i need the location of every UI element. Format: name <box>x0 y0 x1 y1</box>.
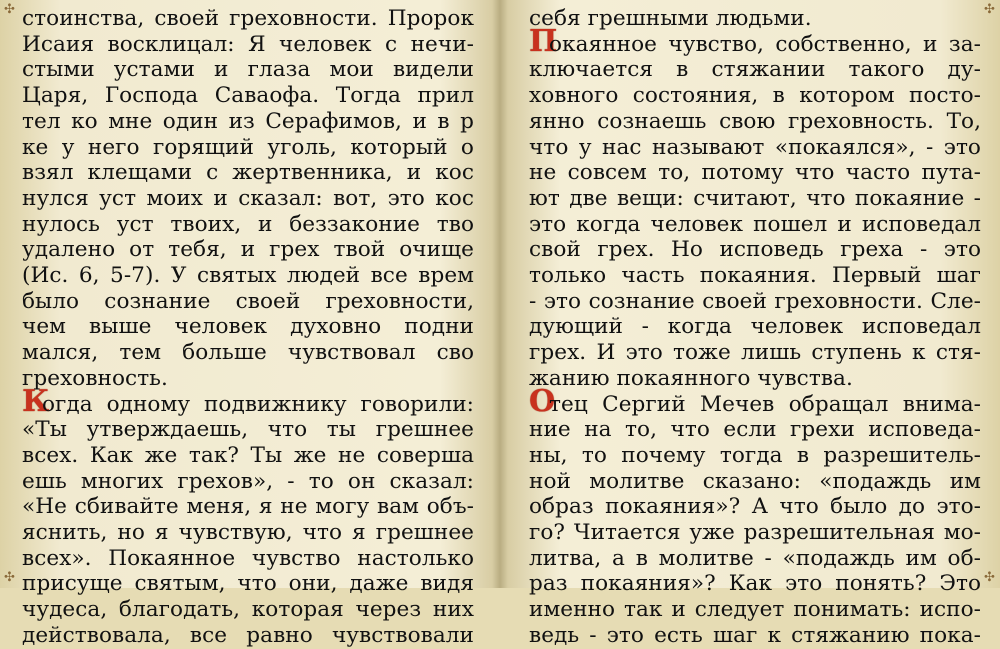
drop-cap-initial: О <box>529 383 556 419</box>
text-line: было сознание своей греховности, <box>22 288 474 314</box>
right-page <box>503 0 1000 648</box>
corner-ornament-icon: ✣ <box>984 2 995 17</box>
drop-cap-initial: К <box>22 383 50 419</box>
text-line: свой грех. Но исповедь греха - это <box>529 237 981 263</box>
text-line: грех. И это тоже лишь ступень к стя- <box>529 340 981 366</box>
text-line: тел ко мне один из Серафимов, и в р <box>22 108 474 134</box>
text-line: присуще святым, что они, даже видя <box>22 571 474 597</box>
text-line: литва, а в молитве - «подаждь им об- <box>529 545 981 571</box>
corner-ornament-icon: ✣ <box>4 2 15 17</box>
text-line: не совсем то, потому что часто пута- <box>529 160 981 186</box>
text-line: что у нас называют «покаялся», - это <box>529 134 981 160</box>
text-line: тец Сергий Мечев обращал внима- <box>549 391 981 417</box>
paragraph-first-line <box>529 23 981 59</box>
drop-cap-initial: П <box>529 23 558 59</box>
text-line: ют две вещи: считают, что покаяние - <box>529 185 981 211</box>
text-line: это когда человек пошел и исповедал <box>529 211 981 237</box>
text-line: ешь многих грехов», - то он сказал: <box>22 468 474 494</box>
text-line: только часть покаяния. Первый шаг <box>529 263 981 289</box>
text-line: - это сознание своей греховности. Сле- <box>529 288 981 314</box>
text-line: ны, то почему тогда в разрешитель- <box>529 442 981 468</box>
text-line: яснить, но я чувствую, что я грешнее <box>22 520 474 546</box>
text-line: нулся уст моих и сказал: вот, это кос <box>22 185 474 211</box>
text-line: окаянное чувство, собственно, и за- <box>549 31 981 57</box>
text-line: «Не сбивайте меня, я не могу вам объ- <box>22 494 474 520</box>
text-line: себя грешными людьми. <box>529 6 812 31</box>
text-line: стыми устами и глаза мои видели <box>22 57 474 83</box>
text-line: именно так и следует понимать: испо- <box>529 597 981 623</box>
text-line: всех. Как же так? Ты же не соверша <box>22 442 474 468</box>
left-page-text <box>22 6 474 649</box>
text-line: греховность. <box>22 365 168 391</box>
left-page <box>0 0 497 648</box>
text-line: жанию покаянного чувства. <box>529 365 853 391</box>
paragraph-first-line <box>22 383 474 419</box>
text-line: ние на то, что если грехи исповеда- <box>529 417 981 443</box>
text-line: действовала, все равно чувствовали <box>22 622 474 648</box>
corner-ornament-icon: ✣ <box>984 570 995 585</box>
text-line: стоинства, своей греховности. Пророк <box>22 6 474 31</box>
text-line: ной молитве сказано: «подаждь им <box>529 468 981 494</box>
right-page-text <box>529 6 981 649</box>
text-line: ключается в стяжании такого ду- <box>529 57 981 83</box>
text-line: Царя, Господа Саваофа. Тогда прил <box>22 83 474 109</box>
text-line: янно сознаешь свою греховность. То, <box>529 108 981 134</box>
text-line: ведь - это есть шаг к стяжанию пока- <box>529 622 981 648</box>
text-line: всех». Покаянное чувство настолько <box>22 545 474 571</box>
text-line: взял клещами с жертвенника, и кос <box>22 160 474 186</box>
text-line: «Ты утверждаешь, что ты грешнее <box>22 417 474 443</box>
paragraph-first-line <box>529 383 981 419</box>
text-line: (Ис. 6, 5-7). У святых людей все врем <box>22 263 474 289</box>
text-line: го? Читается уже разрешительная мо- <box>529 520 981 546</box>
text-line: чем выше человек духовно подни <box>22 314 474 340</box>
text-line: Исаия восклицал: Я человек с нечи- <box>22 31 474 57</box>
text-line: чудеса, благодать, которая через них <box>22 597 474 623</box>
text-line: нулось уст твоих, и беззаконие тво <box>22 211 474 237</box>
text-line: ховного состояния, в котором посто- <box>529 83 981 109</box>
text-line: мался, тем больше чувствовал сво <box>22 340 474 366</box>
text-line: огда одному подвижнику говорили: <box>42 391 474 417</box>
text-line: удалено от тебя, и грех твой очище <box>22 237 474 263</box>
text-line: дующий - когда человек исповедал <box>529 314 981 340</box>
corner-ornament-icon: ✣ <box>4 570 15 585</box>
text-line: раз покаяния»? Как это понять? Это <box>529 571 981 597</box>
text-line: образ покаяния»? А что было до это- <box>529 494 981 520</box>
text-line: ке у него горящий уголь, который о <box>22 134 474 160</box>
